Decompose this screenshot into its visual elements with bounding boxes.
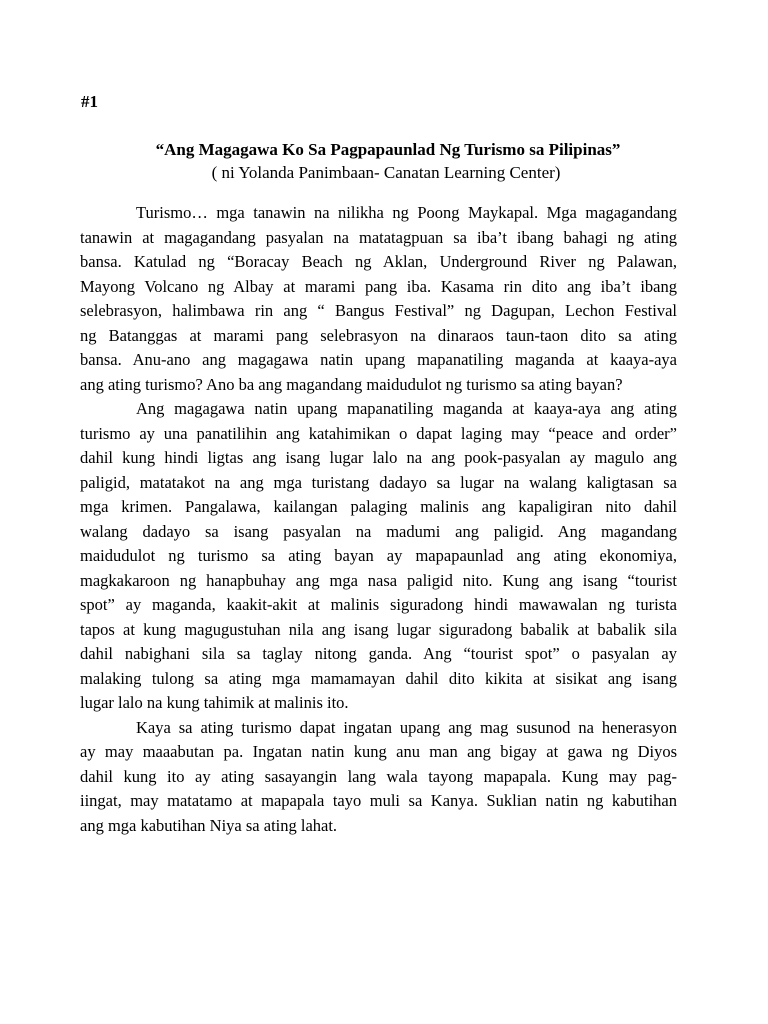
text-line: spot” ay maganda, kaakit-akit at malinis siguradong hindi mawawalan ng turista (80, 595, 677, 614)
text-line: turismo ay una panatilihin ang katahimikan o dapat laging may “peace and order” (80, 423, 677, 443)
text-line: walang dadayo sa isang pasyalan na madumi ang paligid. Ang magandang (80, 521, 677, 541)
document-title: “Ang Magagawa Ko Sa Pagpapaunlad Ng Turismo sa Pilipinas” (155, 140, 621, 159)
text-line: malaking tulong sa ating mga mamamayan dahil dito kikita at sisikat ang isang (80, 668, 677, 688)
document-number: #1 (81, 92, 98, 111)
text-line: bansa. Katulad ng “Boracay Beach ng Aklan, Underground River ng Palawan, (80, 252, 677, 271)
text-line: ay may maaabutan pa. Ingatan natin kung anu man ang bigay at gawa ng Diyos (80, 742, 677, 761)
text-line: ng Batanggas at marami pang selebrasyon na dinaraos taun-taon dito sa ating (80, 325, 677, 345)
text-line: tapos at kung magugustuhan nila ang isang lugar siguradong babalik at babalik sila (80, 619, 677, 639)
text-line: ang ating turismo? Ano ba ang magandang maidudulot ng turismo sa ating bayan? (80, 374, 623, 394)
text-line: paligid, matatakot na ang mga turistang dadayo sa lugar na walang kaligtasan sa (80, 472, 677, 492)
text-line: selebrasyon, halimbawa rin ang “ Bangus Festival” ng Dagupan, Lechon Festival (80, 301, 677, 320)
text-line: Mayong Volcano ng Albay at marami pang iba. Kasama rin dito ang iba’t ibang (80, 276, 677, 296)
paragraph-3 (80, 716, 677, 839)
text-line: dahil nabighani sila sa taglay nitong ganda. Ang “tourist spot” o pasyalan ay (80, 644, 677, 663)
title-block (0, 138, 768, 184)
text-line: dahil kung ito ay ating sasayangin lang wala tayong mapapala. Kung may pag- (80, 766, 677, 786)
text-line: Kaya sa ating turismo dapat ingatan upang ang mag susunod na henerasyon (136, 717, 677, 737)
paragraph-1 (80, 201, 677, 397)
text-line: Ang magagawa natin upang mapanatiling maganda at kaaya-aya ang ating (136, 399, 677, 418)
text-line: Turismo… mga tanawin na nilikha ng Poong Maykapal. Mga magagandang (136, 203, 677, 222)
text-line: magkakaroon ng hanapbuhay ang mga nasa paligid nito. Kung ang isang “tourist (80, 570, 677, 590)
text-line: dahil kung hindi ligtas ang isang lugar lalo na ang pook-pasyalan ay magulo ang (80, 448, 677, 467)
text-line: mga krimen. Pangalawa, kailangan palaging malinis ang kapaligiran nito dahil (80, 497, 677, 516)
essay-body (80, 201, 677, 838)
paragraph-2 (80, 397, 677, 716)
text-line: lugar lalo na kung tahimik at malinis ito. (80, 693, 349, 712)
text-line: bansa. Anu-ano ang magagawa natin upang mapanatiling maganda at kaaya-aya (80, 350, 677, 369)
document-author: ( ni Yolanda Panimbaan- Canatan Learning Center) (211, 163, 561, 182)
text-line: iingat, may matatamo at mapapala tayo muli sa Kanya. Suklian natin ng kabutihan (80, 791, 677, 810)
text-line: tanawin at magagandang pasyalan na matatagpuan sa iba’t ibang bahagi ng ating (80, 227, 677, 247)
text-line: ang mga kabutihan Niya sa ating lahat. (80, 815, 338, 835)
text-line: maidudulot ng turismo sa ating bayan ay mapapaunlad ang ating ekonomiya, (80, 546, 677, 565)
